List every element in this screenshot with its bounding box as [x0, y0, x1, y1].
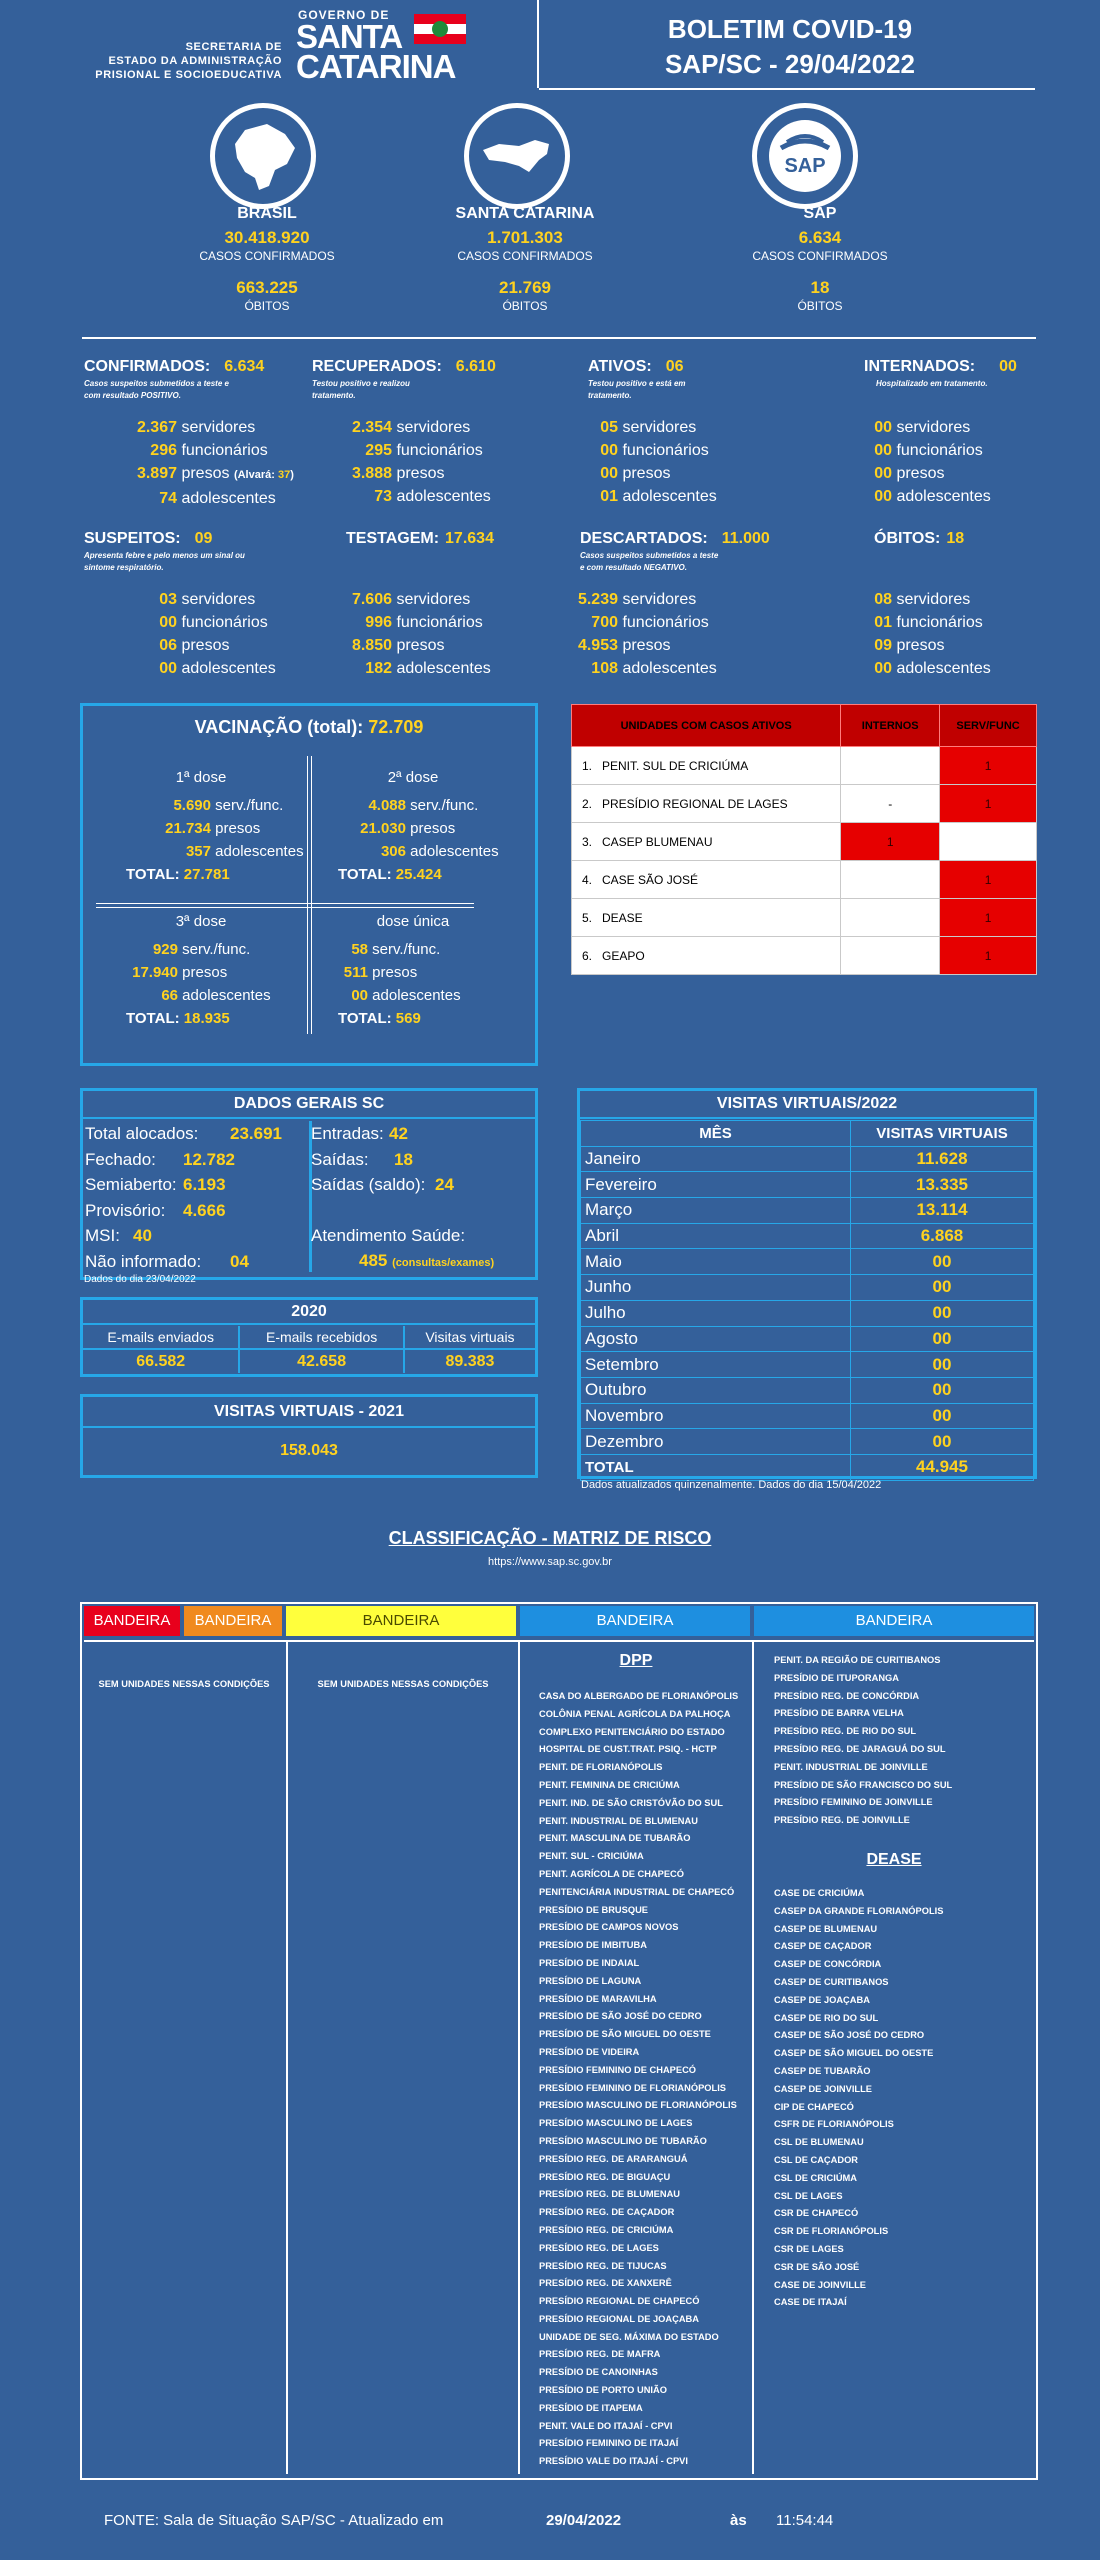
list-item: PENIT. AGRÍCOLA DE CHAPECÓ: [539, 1868, 684, 1879]
table-row: 4. CASE SÃO JOSÉ 1: [572, 861, 1037, 899]
list-item: PRESÍDIO DE SÃO MIGUEL DO OESTE: [539, 2029, 711, 2040]
brazil-map-icon: [215, 108, 311, 204]
vacinacao-vdivider: [307, 756, 312, 1034]
list-item: PRESÍDIO FEMININO DE CHAPECÓ: [539, 2064, 697, 2075]
list-item: UNIDADE DE SEG. MÁXIMA DO ESTADO: [539, 2331, 719, 2342]
secretaria-title: SECRETARIA DE ESTADO DA ADMINISTRAÇÃO PRISIONAL E SOCIOEDUCATIVA: [95, 41, 282, 81]
list-item: CSL DE CAÇADOR: [774, 2154, 859, 2165]
table-row: Fevereiro 13.335: [581, 1172, 1034, 1198]
internados-block: INTERNADOS: 00 Hospitalizado em tratamento.: [864, 358, 1017, 388]
list-item: PRESÍDIO REG. DE CRICIÚMA: [539, 2224, 674, 2235]
list-item: PRESÍDIO REG. DE LAGES: [539, 2242, 659, 2253]
list-item: CSR DE SÃO JOSÉ: [774, 2261, 860, 2272]
list-item: PRESÍDIO REG. DE CONCÓRDIA: [774, 1690, 920, 1701]
list-item: PRESÍDIO REG. DE RIO DO SUL: [774, 1726, 917, 1737]
list-item: PRESÍDIO REG. DE ARARANGUÁ: [539, 2153, 688, 2164]
list-item: PRESÍDIO DE INDAIAL: [539, 1957, 640, 1968]
santa-catarina-logo: GOVERNO DE SANTA CATARINA: [296, 8, 472, 88]
table-row: Maio 00: [581, 1249, 1034, 1275]
list-item: CASEP DE JOAÇABA: [774, 1994, 870, 2005]
table-row: 2. PRESÍDIO REGIONAL DE LAGES - 1: [572, 785, 1037, 823]
sap-circle: [752, 103, 858, 209]
risco-url: https://www.sap.sc.gov.br: [488, 1556, 612, 1568]
list-item: HOSPITAL DE CUST.TRAT. PSIQ. - HCTP: [539, 1744, 717, 1755]
list-item: CSR DE FLORIANÓPOLIS: [774, 2226, 889, 2237]
dpp-title: DPP: [619, 1652, 653, 1669]
list-item: CSL DE CRICIÚMA: [774, 2172, 857, 2183]
santa-catarina-circle: [464, 103, 570, 209]
list-item: COMPLEXO PENITENCIÁRIO DO ESTADO: [539, 1726, 725, 1737]
list-item: CASE DE CRICIÚMA: [774, 1888, 865, 1898]
list-item: PRESÍDIO REGIONAL DE JOAÇABA: [539, 2313, 699, 2324]
list-item: CSL DE LAGES: [774, 2190, 843, 2201]
bandeira-azul-2: BANDEIRA: [754, 1606, 1034, 1636]
list-item: CASE DE JOINVILLE: [774, 2279, 866, 2290]
dease-title: DEASE: [866, 1851, 922, 1868]
y2020-table: E-mails enviados E-mails recebidos Visitas virtuais 66.582 42.658 89.383: [83, 1326, 535, 1373]
list-item: CASEP DE TUBARÃO: [774, 2065, 871, 2076]
table-row: 3. CASEP BLUMENAU 1: [572, 823, 1037, 861]
dpp-list: [539, 1688, 738, 2471]
list-item: PRESÍDIO REG. DE TIJUCAS: [539, 2260, 667, 2271]
list-item: PRESÍDIO DE MARAVILHA: [539, 1993, 657, 2004]
list-item: CSR DE LAGES: [774, 2243, 844, 2254]
visitas2022-table: MÊS VISITAS VIRTUAIS Janeiro 11.628 Fevereiro 13.335 Março 13.114 Abril 6.868 Maio 00 Junho 00 Julho 00 Agosto 00 Setembro 00 Outubro 00 Novembro 00 Dezembro 00 TOTAL 44.945: [580, 1120, 1034, 1481]
bulletin-title: BOLETIM COVID-19 SAP/SC - 29/04/2022: [664, 14, 916, 79]
list-item: PENIT. INDUSTRIAL DE BLUMENAU: [539, 1815, 698, 1826]
internos-header: INTERNOS: [841, 705, 940, 747]
list-item: PRESÍDIO DE BARRA VELHA: [774, 1708, 904, 1719]
footer-date: 29/04/2022: [546, 2512, 622, 2529]
dados-gerais-left: Total alocados: 23.691 Fechado: 12.782 Semiaberto: 6.193 Provisório: 4.666 MSI: 40 Não informado: 04: [85, 1124, 282, 1271]
list-item: PRESÍDIO REG. DE BIGUAÇU: [539, 2171, 671, 2182]
table-row: 6. GEAPO 1: [572, 937, 1037, 975]
sap-stats: SAP 6.634 CASOS CONFIRMADOS 18 ÓBITOS: [752, 205, 888, 313]
dose2: 2ª dose 4.088 serv./func. 21.030 presos 306 adolescentes TOTAL: 25.424: [338, 769, 499, 883]
list-item: PRESÍDIO FEMININO DE ITAJAÍ: [539, 2438, 679, 2449]
list-item: CASEP DE BLUMENAU: [774, 1923, 878, 1934]
list-item: PRESÍDIO REG. DE XANXERÊ: [539, 2278, 672, 2289]
header-rule: [539, 88, 1035, 90]
dados-gerais-title: DADOS GERAIS SC: [83, 1091, 535, 1119]
list-item: PRESÍDIO DE PORTO UNIÃO: [539, 2385, 667, 2396]
bandeira-amarela: BANDEIRA: [286, 1606, 516, 1636]
dados-gerais-right: Entradas: 42 Saídas: 18 Saídas (saldo): 24 Atendimento Saúde: 485 (consultas/exames): [311, 1124, 495, 1270]
risco-grid: [84, 1606, 1036, 2476]
list-item: CASA DO ALBERGADO DE FLORIANÓPOLIS: [539, 1691, 739, 1701]
suspeitos-rows: 03 servidores 00 funcionários 06 presos 00 adolescentes: [159, 591, 276, 677]
sem-unidades-2: SEM UNIDADES NESSAS CONDIÇÕES: [317, 1679, 489, 1689]
list-item: CASEP DE CAÇADOR: [774, 1941, 872, 1952]
list-item: PRESÍDIO DE LAGUNA: [539, 1975, 642, 1986]
list-item: PRESÍDIO FEMININO DE FLORIANÓPOLIS: [539, 2082, 726, 2093]
list-item: PRESÍDIO DE IMBITUBA: [539, 1940, 647, 1951]
list-item: CASE DE ITAJAÍ: [774, 2297, 847, 2308]
footer-as: às: [730, 2512, 747, 2529]
testagem-rows: 7.606 servidores 996 funcionários 8.850 presos 182 adolescentes: [351, 591, 491, 677]
list-item: PRESÍDIO MASCULINO DE FLORIANÓPOLIS: [539, 2100, 737, 2111]
list-item: PENIT. IND. DE SÃO CRISTÓVÃO DO SUL: [539, 1797, 723, 1808]
visitas2022-title: VISITAS VIRTUAIS/2022: [580, 1091, 1034, 1119]
recuperados-block: RECUPERADOS: 6.610 Testou positivo e realizou tratamento.: [312, 358, 496, 400]
list-item: PRESÍDIO DE BRUSQUE: [539, 1904, 648, 1915]
list-item: CASEP DE CURITIBANOS: [774, 1976, 889, 1987]
list-item: COLÔNIA PENAL AGRÍCOLA DA PALHOÇA: [539, 1708, 731, 1719]
dados-gerais-date: Dados do dia 23/04/2022: [84, 1274, 196, 1285]
list-item: PRESÍDIO REG. DE JARAGUÁ DO SUL: [774, 1743, 946, 1754]
bandeira-azul-1: BANDEIRA: [520, 1606, 750, 1636]
santa-catarina-stats: SANTA CATARINA 1.701.303 CASOS CONFIRMADOS 21.769 ÓBITOS: [455, 205, 595, 313]
list-item: PRESÍDIO REG. DE BLUMENAU: [539, 2189, 681, 2200]
list-item: PENITENCIÁRIA INDUSTRIAL DE CHAPECÓ: [539, 1886, 735, 1897]
bandeira-laranja: BANDEIRA: [184, 1606, 282, 1636]
list-item: PENIT. FEMININA DE CRICIÚMA: [539, 1779, 680, 1790]
list-item: PENIT. MASCULINA DE TUBARÃO: [539, 1833, 691, 1844]
table-row: Outubro 00: [581, 1377, 1034, 1403]
summary-rule: [82, 337, 1036, 339]
list-item: PRESÍDIO VALE DO ITAJAÍ - CPVI: [539, 2456, 688, 2467]
list-item: PRESÍDIO MASCULINO DE TUBARÃO: [539, 2135, 707, 2146]
list-item: PRESÍDIO MASCULINO DE LAGES: [539, 2118, 693, 2129]
list-item: PENIT. SUL - CRICIÚMA: [539, 1851, 644, 1862]
list-item: PRESÍDIO DE ITUPORANGA: [774, 1672, 900, 1683]
list-item: PRESÍDIO DE CAMPOS NOVOS: [539, 1922, 679, 1933]
serv-header: SERV/FUNC: [940, 705, 1037, 747]
vacinacao-title: VACINAÇÃO (total): 72.709: [194, 717, 424, 737]
footer-text: FONTE: Sala de Situação SAP/SC - Atualizado em: [104, 2512, 444, 2529]
list-item: CASEP DE JOINVILLE: [774, 2083, 872, 2094]
list-item: CASEP DE SÃO MIGUEL DO OESTE: [774, 2048, 934, 2059]
santa-catarina-map-icon: [469, 108, 565, 204]
recuperados-rows: 2.354 servidores 295 funcionários 3.888 presos 73 adolescentes: [351, 419, 491, 505]
internados-rows: 00 servidores 00 funcionários 00 presos 00 adolescentes: [874, 419, 991, 505]
vacinacao-hdivider: [96, 903, 474, 908]
dpp-list-2: [774, 1652, 952, 1830]
list-item: PRESÍDIO REG. DE CAÇADOR: [539, 2207, 675, 2218]
list-item: CASEP DE RIO DO SUL: [774, 2012, 879, 2023]
sap-logo-icon: [757, 108, 853, 204]
list-item: CIP DE CHAPECÓ: [774, 2101, 854, 2112]
list-item: PENIT. DE FLORIANÓPOLIS: [539, 1762, 663, 1773]
brasil-stats: BRASIL 30.418.920 CASOS CONFIRMADOS 663.225 ÓBITOS: [199, 205, 335, 313]
svg-text:SAP: SAP: [784, 155, 826, 177]
ativos-rows: 05 servidores 00 funcionários 00 presos 01 adolescentes: [600, 419, 717, 505]
table-row: Agosto 00: [581, 1326, 1034, 1352]
list-item: CSL DE BLUMENAU: [774, 2137, 864, 2148]
visitas2022-note: Dados atualizados quinzenalmente. Dados do dia 15/04/2022: [581, 1479, 882, 1491]
unidades-table: [571, 704, 1037, 975]
suspeitos-block: SUSPEITOS: 09 Apresenta febre e pelo menos um sinal ou sintome respiratório.: [84, 530, 245, 572]
descartados-block: DESCARTADOS: 11.000 Casos suspeitos submetidos a teste e com resultado NEGATIVO.: [580, 530, 770, 572]
table-total-row: TOTAL 44.945: [581, 1454, 1034, 1480]
list-item: PENIT. VALE DO ITAJAÍ - CPVI: [539, 2420, 673, 2431]
list-item: CSR DE CHAPECÓ: [774, 2208, 859, 2219]
unidades-header: UNIDADES COM CASOS ATIVOS: [572, 705, 841, 747]
visitas2021-title: VISITAS VIRTUAIS - 2021: [83, 1397, 535, 1428]
list-item: PRESÍDIO DE ITAPEMA: [539, 2402, 643, 2413]
table-row: Janeiro 11.628: [581, 1146, 1034, 1172]
table-row: Março 13.114: [581, 1198, 1034, 1224]
header-divider: [537, 0, 539, 88]
dose-unica: dose única 58 serv./func. 511 presos 00 adolescentes TOTAL: 569: [338, 913, 461, 1027]
table-row: Dezembro 00: [581, 1429, 1034, 1455]
obitos-rows: 08 servidores 01 funcionários 09 presos 00 adolescentes: [874, 591, 991, 677]
confirmados-rows: 2.367 servidores 296 funcionários 3.897 presos (Alvará: 37) 74 adolescentes: [136, 419, 294, 507]
bandeira-vermelha: BANDEIRA: [84, 1606, 180, 1636]
confirmados-block: CONFIRMADOS: 6.634 Casos suspeitos submetidos a teste e com resultado POSITIVO.: [84, 358, 265, 400]
table-row: Setembro 00: [581, 1352, 1034, 1378]
list-item: PRESÍDIO DE SÃO JOSÉ DO CEDRO: [539, 2011, 702, 2022]
dose1: 1ª dose 5.690 serv./func. 21.734 presos 357 adolescentes TOTAL: 27.781: [126, 769, 304, 883]
list-item: CASEP DE SÃO JOSÉ DO CEDRO: [774, 2030, 925, 2041]
list-item: PRESÍDIO REGIONAL DE CHAPECÓ: [539, 2296, 700, 2307]
table-row: Novembro 00: [581, 1403, 1034, 1429]
list-item: PRESÍDIO DE VIDEIRA: [539, 2046, 640, 2057]
ativos-block: ATIVOS: 06 Testou positivo e está em tratamento.: [588, 358, 686, 400]
descartados-rows: 5.239 servidores 700 funcionários 4.953 presos 108 adolescentes: [577, 591, 717, 677]
obitos-block: ÓBITOS: 18: [874, 530, 965, 547]
y2020-title: 2020: [83, 1300, 535, 1325]
table-row: Abril 6.868: [581, 1223, 1034, 1249]
flag-icon: [414, 14, 466, 44]
list-item: CSFR DE FLORIANÓPOLIS: [774, 2119, 894, 2130]
dease-list: [774, 1885, 943, 2312]
list-item: PRESÍDIO DE CANOINHAS: [539, 2367, 658, 2378]
risco-title: CLASSIFICAÇÃO - MATRIZ DE RISCO: [388, 1528, 712, 1548]
table-row: 1. PENIT. SUL DE CRICIÚMA 1: [572, 747, 1037, 785]
list-item: CASEP DA GRANDE FLORIANÓPOLIS: [774, 1905, 944, 1916]
table-row: 5. DEASE 1: [572, 899, 1037, 937]
dose3: 3ª dose 929 serv./func. 17.940 presos 66 adolescentes TOTAL: 18.935: [126, 913, 271, 1027]
list-item: PENIT. INDUSTRIAL DE JOINVILLE: [774, 1761, 928, 1772]
list-item: PRESÍDIO FEMININO DE JOINVILLE: [774, 1797, 933, 1808]
table-row: Julho 00: [581, 1300, 1034, 1326]
list-item: PENIT. DA REGIÃO DE CURITIBANOS: [774, 1655, 941, 1665]
brazil-circle: [210, 103, 316, 209]
table-row: Junho 00: [581, 1275, 1034, 1301]
list-item: PRESÍDIO DE SÃO FRANCISCO DO SUL: [774, 1779, 953, 1790]
footer-time: 11:54:44: [776, 2512, 834, 2529]
visitas2021-value: 158.043: [280, 1442, 338, 1459]
list-item: PRESÍDIO REG. DE JOINVILLE: [774, 1815, 910, 1826]
list-item: PRESÍDIO REG. DE MAFRA: [539, 2349, 661, 2360]
sem-unidades-1: SEM UNIDADES NESSAS CONDIÇÕES: [98, 1679, 270, 1689]
list-item: CASEP DE CONCÓRDIA: [774, 1959, 882, 1970]
testagem-block: TESTAGEM: 17.634: [346, 530, 494, 547]
